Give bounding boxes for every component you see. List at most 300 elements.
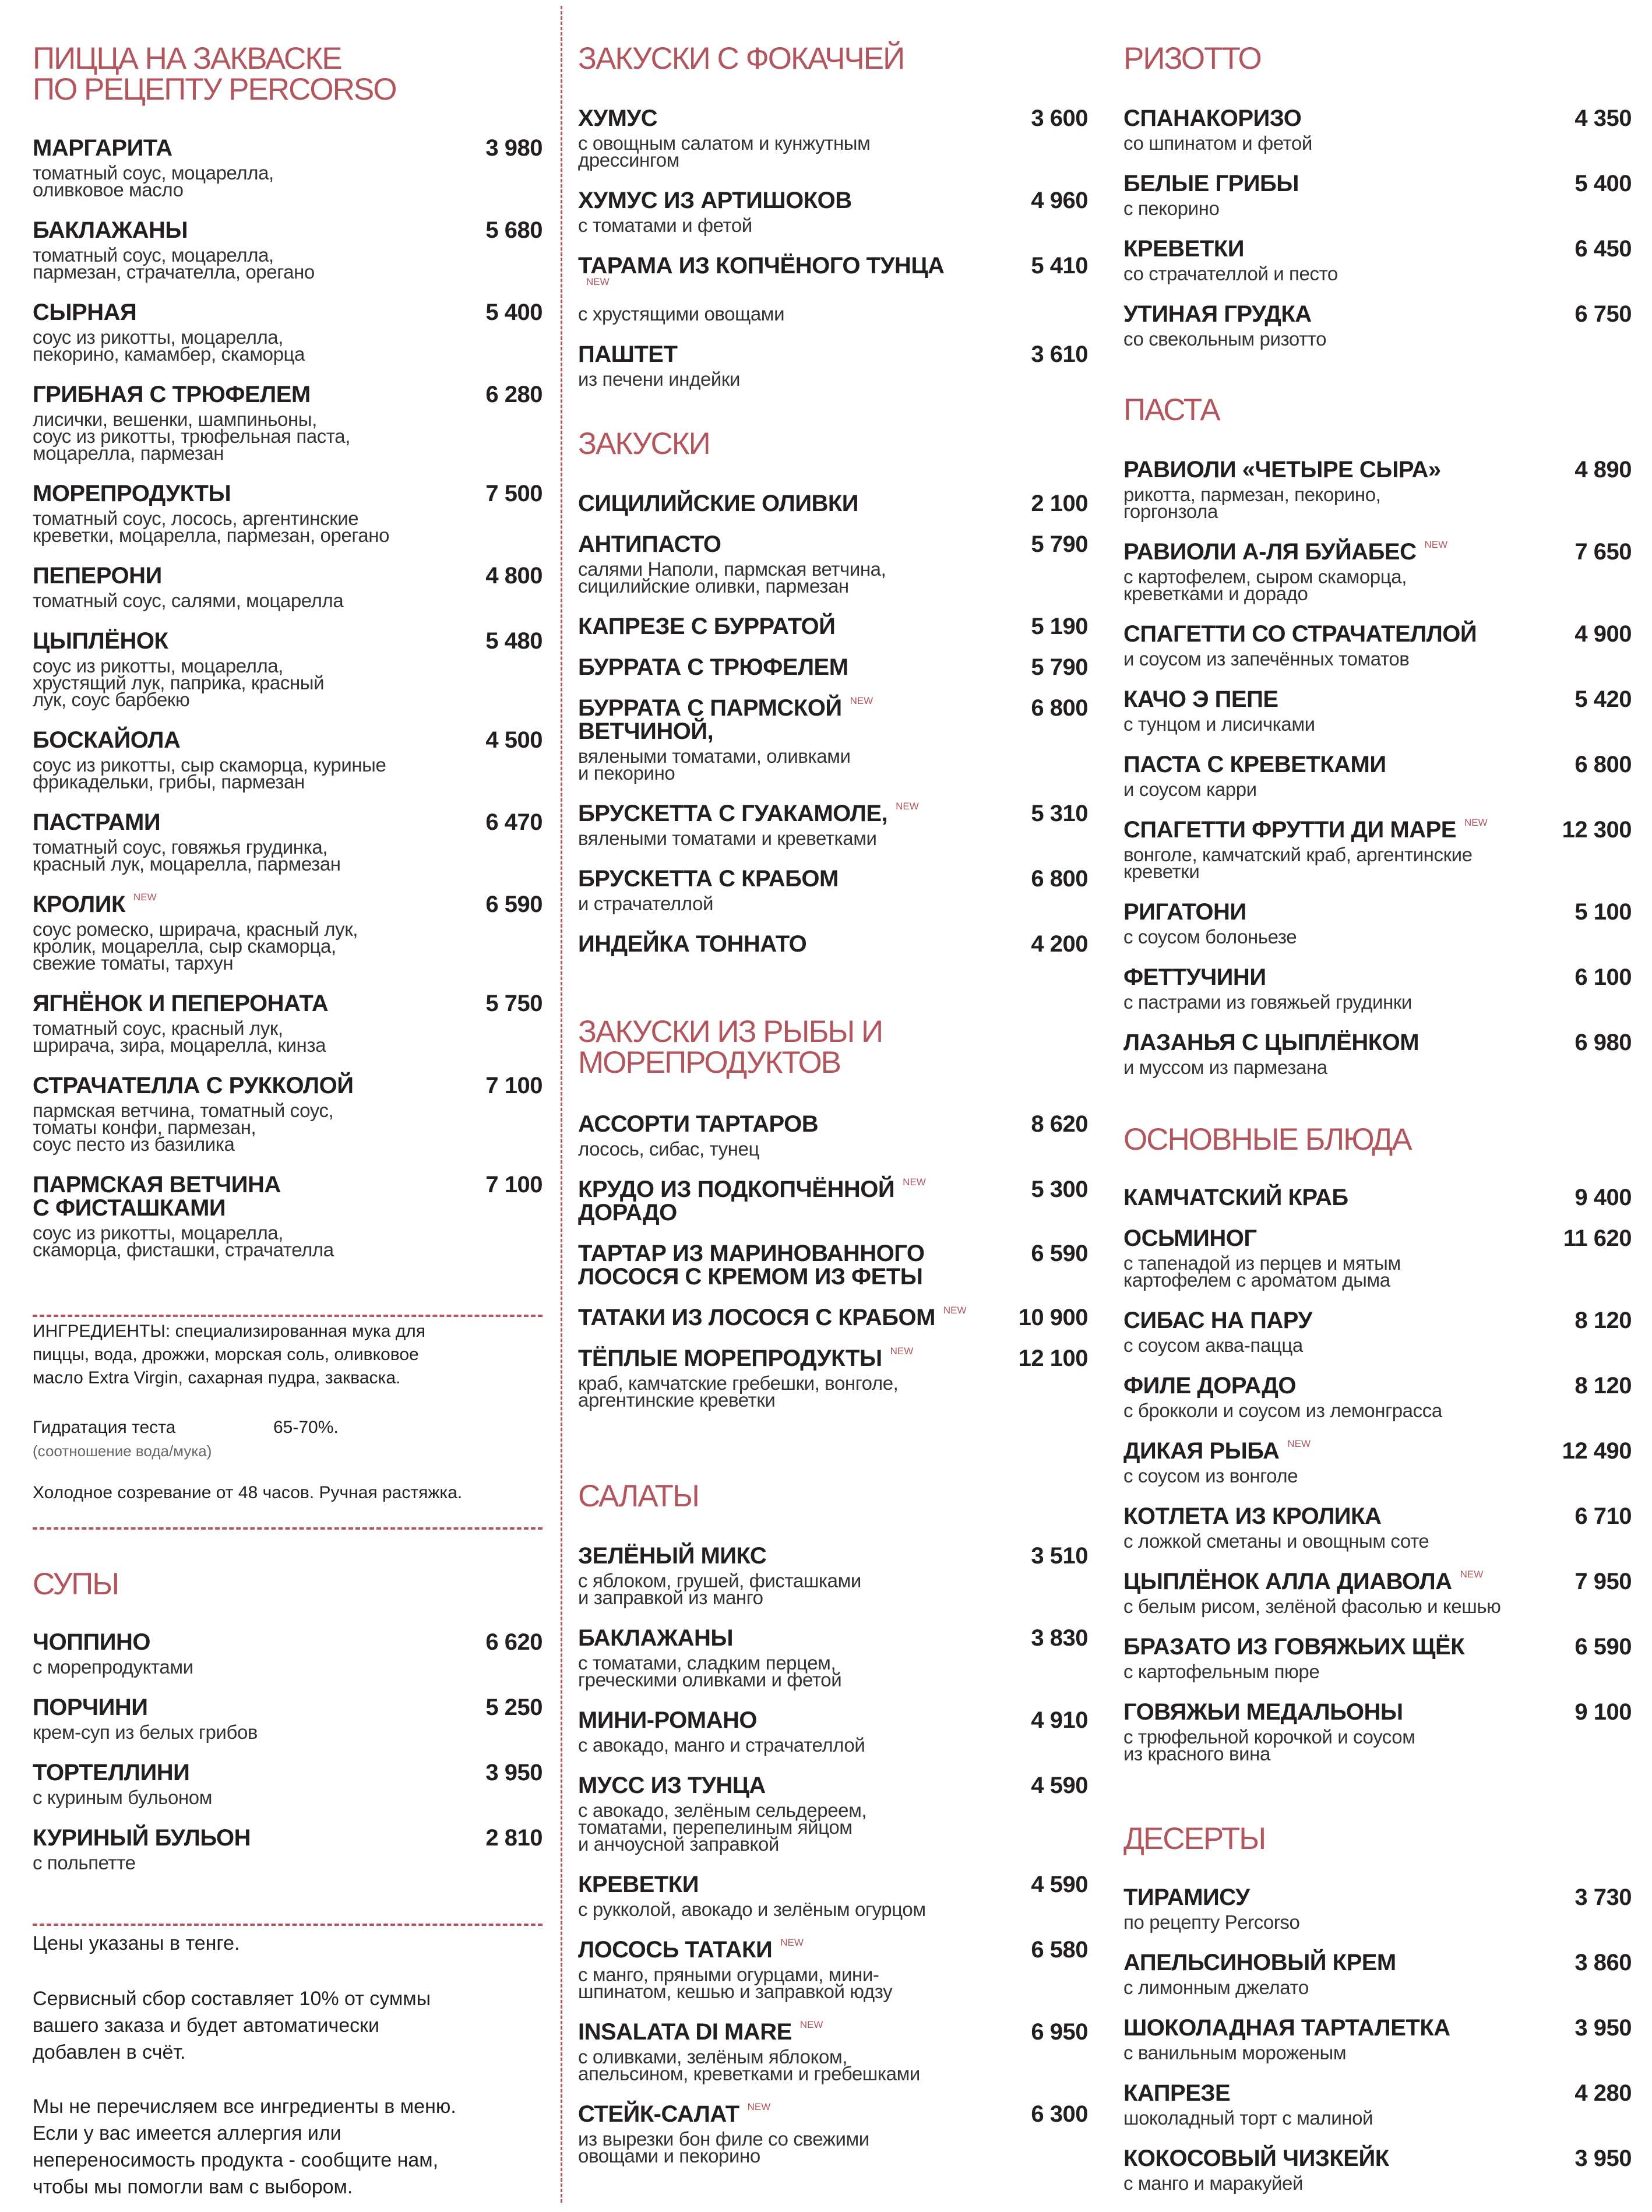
- dish-name: [578, 615, 1088, 643]
- menu-item: [578, 695, 1088, 784]
- new-badge: NEW: [896, 801, 919, 812]
- dish-description-line: томатный соус, салями, моцарелла: [33, 590, 344, 611]
- dish-description: [1123, 2107, 1632, 2129]
- dish-name-line: [1123, 107, 1515, 130]
- dish-description: [1123, 200, 1632, 217]
- menu-item: [33, 1826, 543, 1871]
- dish-name-text: ЯГНЁНОК И ПЕПЕРОНАТА: [33, 991, 329, 1016]
- menu-item: [33, 300, 543, 365]
- dough-hydration-value: 65-70%.: [273, 1418, 339, 1437]
- dish-price: 5 310: [1031, 801, 1088, 826]
- dish-name: [1123, 107, 1632, 135]
- dish-name-line: [1123, 1374, 1515, 1397]
- dish-description: [578, 895, 1088, 912]
- dish-name-line: [33, 1173, 426, 1196]
- dish-name: [1123, 2016, 1632, 2044]
- dish-name-line: [33, 482, 426, 505]
- dish-name-line: [1123, 172, 1515, 195]
- menu-item: [578, 189, 1088, 234]
- menu-item: [33, 217, 543, 283]
- section-title-pasta: [1123, 395, 1220, 425]
- dish-price: 3 730: [1574, 1885, 1632, 1910]
- menu-item: [33, 728, 543, 790]
- dish-name-text: ЦЫПЛЁНОК АЛЛА ДИАВОЛА: [1123, 1569, 1452, 1594]
- dish-description-line: с картофелем, сыром скаморца,: [1123, 566, 1407, 587]
- dish-description-line: греческими оливками и фетой: [578, 1669, 842, 1690]
- menu-item: [33, 1074, 543, 1153]
- dish-name-line: [1123, 1186, 1515, 1209]
- menu-item: [578, 2020, 1088, 2082]
- dish-price: 3 830: [1031, 1625, 1088, 1651]
- dish-price: 6 590: [1031, 1241, 1088, 1266]
- menu-item: [1123, 1635, 1632, 1680]
- menu-item: [33, 383, 543, 462]
- menu-item: [1123, 172, 1632, 217]
- dish-name: [1123, 1227, 1632, 1255]
- dish-description: [33, 244, 543, 283]
- dish-description: [578, 1572, 1088, 1606]
- menu-list-desserts: [1123, 1886, 1632, 2212]
- dish-name-line: [578, 2102, 971, 2126]
- dish-price: 2 810: [485, 1825, 543, 1851]
- dish-name: [578, 696, 1088, 748]
- dish-name-text: ТЁПЛЫЕ МОРЕПРОДУКТЫ: [578, 1345, 882, 1371]
- menu-item: [1123, 1438, 1632, 1487]
- dish-name-line: [1123, 818, 1515, 841]
- dish-name: [578, 533, 1088, 561]
- menu-item: [578, 656, 1088, 684]
- dish-description: [33, 756, 543, 790]
- dish-description: [1123, 713, 1632, 735]
- menu-item: [1123, 1186, 1632, 1214]
- dish-name: [1123, 1374, 1632, 1402]
- dish-name-text: БРУСКЕТТА С ГУАКАМОЛЕ,: [578, 801, 888, 826]
- dish-name-line: [578, 1938, 971, 1961]
- dish-description-line: соус из рикотты, моцарелла,: [33, 655, 284, 677]
- dish-description-line: краб, камчатские гребешки, вонголе,: [578, 1372, 899, 1394]
- dish-price: 4 500: [485, 727, 543, 753]
- dish-price: 12 100: [1018, 1345, 1088, 1371]
- dish-description: [578, 1734, 1088, 1756]
- dish-name: [578, 1774, 1088, 1802]
- dish-name-line: [1123, 1227, 1515, 1250]
- dish-description-line: с белым рисом, зелёной фасолью и кешью: [1123, 1595, 1501, 1617]
- dish-name-line: [578, 656, 971, 679]
- dish-description-line: с ложкой сметаны и овощным соте: [1123, 1530, 1429, 1552]
- dish-name-text: КАПРЕЗЕ С БУРРАТОЙ: [578, 614, 836, 639]
- dish-name-line: [1123, 753, 1515, 776]
- dish-description: [578, 1138, 1088, 1160]
- dish-description: [1123, 2172, 1632, 2194]
- dish-name: [33, 482, 543, 510]
- dish-description-line: картофелем с ароматом дыма: [1123, 1269, 1390, 1291]
- dish-description: [578, 1372, 1088, 1411]
- dish-name: [578, 343, 1088, 371]
- menu-item: [1123, 458, 1632, 520]
- dish-name-text: ФИЛЕ ДОРАДО: [1123, 1373, 1297, 1399]
- dish-description-line: соус из рикотты, моцарелла,: [33, 1222, 284, 1244]
- dish-description-line: с соусом болоньезе: [1123, 926, 1297, 948]
- dish-description: [1123, 265, 1632, 282]
- dish-name-text: КРЕВЕТКИ: [578, 1872, 699, 1897]
- dish-name-text: БРУСКЕТТА С КРАБОМ: [578, 866, 839, 892]
- dish-description-line: с овощным салатом и кунжутным: [578, 132, 871, 154]
- menu-item: [578, 802, 1088, 847]
- dish-name-line: [33, 136, 426, 160]
- dish-price: 3 950: [485, 1760, 543, 1785]
- dish-description: [33, 657, 543, 708]
- dish-name-text: АПЕЛЬСИНОВЫЙ КРЕМ: [1123, 1950, 1396, 1975]
- menu-item: [33, 1173, 543, 1258]
- dish-name: [1123, 172, 1632, 200]
- dish-description: [1123, 1056, 1632, 1078]
- dish-price: 4 960: [1031, 188, 1088, 213]
- menu-item: [1123, 107, 1632, 152]
- dish-name-text: ПЕПЕРОНИ: [33, 563, 162, 589]
- menu-item: [1123, 686, 1632, 735]
- dish-price: 6 950: [1031, 2019, 1088, 2045]
- dish-description-line: скаморца, фисташки, страчателла: [33, 1239, 334, 1260]
- dish-description-line: с лимонным джелато: [1123, 1977, 1309, 1998]
- dish-name-text: ТАРТАР ИЗ МАРИНОВАННОГО: [578, 1241, 925, 1266]
- dish-price: 5 480: [485, 628, 543, 654]
- dough-maturation: Холодное созревание от 48 часов. Ручная растяжка.: [33, 1483, 463, 1502]
- dish-name: [1123, 2147, 1632, 2175]
- dish-description: [33, 1854, 543, 1871]
- section-title-risotto: [1123, 43, 1261, 74]
- menu-item: [578, 1345, 1088, 1411]
- dish-name-text: ПАСТА С КРЕВЕТКАМИ: [1123, 752, 1386, 777]
- dish-price: 12 490: [1562, 1438, 1632, 1464]
- footer-allergy: Мы не перечисляем все ингредиенты в меню. Если у вас имеется аллергия или непереносимость продукта - сообщите нам, чтобы мы помогли вам с выбором.: [33, 2095, 456, 2198]
- menu-item: [33, 564, 543, 609]
- dish-name-text: ЛОСОСЬ ТАТАКИ: [578, 1937, 773, 1963]
- dish-name-line: [578, 1626, 971, 1650]
- menu-list-pizza: [33, 136, 543, 1278]
- dish-price: 7 100: [485, 1073, 543, 1098]
- dish-price: 3 610: [1031, 341, 1088, 367]
- dish-name-text: КОТЛЕТА ИЗ КРОЛИКА: [1123, 1503, 1382, 1529]
- dish-price: 8 620: [1031, 1111, 1088, 1137]
- dish-description-line: шоколадный торт с малиной: [1123, 2107, 1373, 2129]
- dish-name: [33, 728, 543, 756]
- dish-description-line: вялеными томатами, оливками: [578, 745, 851, 767]
- menu-item: [578, 343, 1088, 388]
- dish-name-text: ПАШТЕТ: [578, 341, 678, 367]
- dish-name: [33, 629, 543, 657]
- dish-name-text: КРЕВЕТКИ: [1123, 236, 1244, 262]
- dish-price: 5 420: [1574, 686, 1632, 712]
- dish-description: [1123, 1663, 1632, 1680]
- menu-list-salads: [578, 1544, 1088, 2185]
- dish-name-line: [578, 1873, 971, 1896]
- dish-name-text: КАЧО Э ПЕПЕ: [1123, 686, 1278, 712]
- dish-name: [33, 219, 543, 246]
- dashed-divider: [33, 1924, 543, 1926]
- dish-name-line: [33, 629, 426, 653]
- dish-name-line: [1123, 1951, 1515, 1974]
- dish-name-text: КАМЧАТСКИЙ КРАБ: [1123, 1185, 1348, 1210]
- section-title-pizza: [33, 43, 396, 105]
- dish-name: [1123, 1031, 1632, 1059]
- dish-name-line: [578, 867, 971, 890]
- dish-description: [578, 1799, 1088, 1855]
- dish-name-text: СИЦИЛИЙСКИЕ ОЛИВКИ: [578, 491, 858, 516]
- dish-name-line: [578, 1178, 971, 1201]
- dish-description-line: из вырезки бон филе со свежими: [578, 2128, 869, 2150]
- dish-name-line: [578, 1774, 971, 1797]
- dish-name-text: УТИНАЯ ГРУДКА: [1123, 301, 1312, 327]
- section-title-line: ПИЦЦА НА ЗАКВАСКЕ: [33, 41, 341, 76]
- menu-item: [578, 1111, 1088, 1160]
- dish-name-line: [33, 992, 426, 1015]
- dish-description-line: с манго и маракуйей: [1123, 2172, 1304, 2194]
- dish-price: 4 890: [1574, 457, 1632, 482]
- dish-description-line: из красного вина: [1123, 1743, 1270, 1764]
- dish-price: 4 590: [1031, 1872, 1088, 1897]
- dish-description-line: и анчоусной заправкой: [578, 1833, 779, 1855]
- dish-name-line: [578, 1201, 971, 1224]
- dish-name-text: БУРРАТА С ТРЮФЕЛЕМ: [578, 654, 848, 680]
- dish-name-line: [578, 1112, 971, 1136]
- dish-name-line: [33, 1630, 426, 1654]
- dish-name: [1123, 1886, 1632, 1914]
- dish-description: [578, 827, 1088, 849]
- dough-ingredients: ИНГРЕДИЕНТЫ: специализированная мука для пиццы, вода, дрожжи, морская соль, оливковое масло Extra Virgin, сахарная пудра, закваска.: [33, 1322, 426, 1387]
- dish-name: [578, 254, 1088, 305]
- section-title-line: ОСНОВНЫЕ БЛЮДА: [1123, 1122, 1411, 1157]
- dish-price: 9 400: [1574, 1185, 1632, 1210]
- dish-description-line: с тунцом и лисичками: [1123, 713, 1315, 735]
- dish-description-line: креветками и дорадо: [1123, 583, 1308, 604]
- dish-description-line: с пастрами из говяжьей грудинки: [1123, 991, 1412, 1013]
- dish-name-line: [1123, 2147, 1515, 2170]
- menu-item: [578, 932, 1088, 960]
- dish-description-line: дрессингом: [578, 149, 679, 171]
- dish-name: [578, 802, 1088, 830]
- dish-name-text: КУРИНЫЙ БУЛЬОН: [33, 1825, 251, 1851]
- dish-description-line: томатный соус, лосось, аргентинские: [33, 508, 359, 529]
- dish-description-line: пармская ветчина, томатный соус,: [33, 1100, 334, 1121]
- dish-name-line: [578, 932, 971, 956]
- dish-name-text: МИНИ-РОМАНО: [578, 1707, 757, 1733]
- dish-price: 6 590: [1574, 1634, 1632, 1660]
- menu-item: [1123, 1951, 1632, 1996]
- dashed-divider: [33, 1315, 543, 1317]
- dish-name: [578, 656, 1088, 684]
- dish-description-line: фрикадельки, грибы, пармезан: [33, 771, 305, 792]
- dish-description: [578, 2128, 1088, 2167]
- dish-name-line: [1123, 622, 1515, 646]
- dish-name: [33, 564, 543, 592]
- dish-description-line: с соусом аква-пацца: [1123, 1334, 1303, 1356]
- dish-price: 4 900: [1574, 621, 1632, 647]
- dish-description-line: овощами и пекорино: [578, 2145, 760, 2167]
- menu-item: [578, 105, 1088, 171]
- dish-name-line: [1123, 900, 1515, 924]
- dish-description-line: со свекольным ризотто: [1123, 328, 1327, 350]
- column-divider: [561, 6, 562, 2203]
- dish-price: 2 100: [1031, 491, 1088, 516]
- new-badge: NEW: [890, 1345, 914, 1357]
- dish-name-text: ДОРАДО: [578, 1200, 677, 1225]
- dish-name: [1123, 622, 1632, 650]
- dish-name-line: [578, 1265, 971, 1288]
- dish-name: [1123, 302, 1632, 330]
- dish-name-line: [1123, 540, 1515, 563]
- dish-name: [578, 2020, 1088, 2048]
- dish-name-text: СТЕЙК-САЛАТ: [578, 2101, 739, 2127]
- menu-item: [1123, 1309, 1632, 1354]
- dish-name-text: КРОЛИК: [33, 892, 125, 917]
- new-badge: NEW: [586, 276, 610, 287]
- menu-item: [578, 1306, 1088, 1334]
- dish-description: [33, 836, 543, 875]
- menu-list-starters: [578, 492, 1088, 973]
- dish-description-line: соус ромеско, шрирача, красный лук,: [33, 918, 358, 940]
- dish-description: [33, 326, 543, 365]
- dish-name-text: ОСЬМИНОГ: [1123, 1225, 1257, 1251]
- new-badge: NEW: [747, 2101, 771, 2112]
- dish-name: [1123, 1186, 1632, 1214]
- dish-description: [1123, 926, 1632, 948]
- dish-name-text: INSALATA DI MARE: [578, 2019, 792, 2045]
- dish-price: 3 860: [1574, 1950, 1632, 1975]
- dish-price: 4 350: [1574, 105, 1632, 131]
- dish-price: 7 500: [485, 481, 543, 506]
- dish-name-line: [1123, 1886, 1515, 1909]
- new-badge: NEW: [799, 2019, 823, 2030]
- dish-name: [1123, 688, 1632, 716]
- dish-description-line: аргентинские креветки: [578, 1389, 776, 1411]
- section-title-salads: [578, 1481, 699, 1512]
- dish-price: 6 710: [1574, 1503, 1632, 1529]
- dish-description-line: по рецепту Percorso: [1123, 1911, 1300, 1933]
- menu-list-pasta: [1123, 458, 1632, 1096]
- dish-name-line: [578, 254, 971, 301]
- dish-description-line: с томатами, сладким перцем,: [578, 1652, 836, 1674]
- dish-name: [33, 992, 543, 1020]
- dish-name: [33, 1074, 543, 1102]
- dish-name-line: [1123, 1031, 1515, 1054]
- menu-item: [578, 2101, 1088, 2167]
- section-title-line: ПО РЕЦЕПТУ PERCORSO: [33, 72, 396, 107]
- dish-price: 3 950: [1574, 2146, 1632, 2171]
- dish-name-line: [33, 383, 426, 406]
- dish-price: 5 680: [485, 217, 543, 243]
- dish-name-text: ПАСТРАМИ: [33, 809, 161, 835]
- dish-name-line: [578, 343, 971, 366]
- menu-item: [1123, 301, 1632, 350]
- section-title-desserts: [1123, 1823, 1265, 1854]
- menu-item: [33, 629, 543, 708]
- new-badge: NEW: [943, 1305, 967, 1316]
- dish-price: 6 280: [485, 382, 543, 407]
- menu-item: [1123, 237, 1632, 282]
- dish-description-line: с томатами и фетой: [578, 214, 752, 236]
- dish-name: [578, 1873, 1088, 1901]
- dish-name-text: ЧОППИНО: [33, 1629, 150, 1655]
- menu-item: [1123, 540, 1632, 602]
- dish-name-text: СИБАС НА ПАРУ: [1123, 1308, 1312, 1333]
- menu-list-seafood: [578, 1112, 1088, 1429]
- dish-description-line: с картофельным пюре: [1123, 1661, 1320, 1682]
- section-title-seafood: [578, 1016, 882, 1078]
- dish-name: [33, 1630, 543, 1658]
- dish-price: 5 100: [1574, 899, 1632, 925]
- dish-name: [578, 1709, 1088, 1737]
- dish-description-line: с соусом из вонголе: [1123, 1465, 1298, 1487]
- menu-item: [578, 615, 1088, 643]
- dish-name-text: ТИРАМИСУ: [1123, 1885, 1250, 1910]
- dish-name-line: [578, 107, 971, 130]
- dish-name-line: [33, 1826, 426, 1850]
- dish-description-line: с хрустящими овощами: [578, 303, 785, 325]
- menu-item: [1123, 818, 1632, 880]
- dish-name-text: ЛАЗАНЬЯ С ЦЫПЛЁНКОМ: [1123, 1030, 1419, 1055]
- dish-name: [578, 1347, 1088, 1375]
- dish-price: 12 300: [1562, 817, 1632, 843]
- dish-name: [33, 1761, 543, 1789]
- dish-price: 7 650: [1574, 539, 1632, 565]
- dish-description: [33, 408, 543, 464]
- dish-name-line: [578, 802, 971, 825]
- dish-description-line: с авокадо, манго и страчателлой: [578, 1734, 865, 1756]
- menu-item: [578, 1873, 1088, 1918]
- dish-description-line: и соусом из запечённых томатов: [1123, 648, 1410, 670]
- dish-name-text: БАКЛАЖАНЫ: [578, 1625, 734, 1651]
- dish-name: [578, 1626, 1088, 1654]
- menu-item: [33, 136, 543, 198]
- menu-list-soups: [33, 1630, 543, 1892]
- dish-name-text: ХУМУС ИЗ АРТИШОКОВ: [578, 188, 852, 213]
- dish-name-text: ЗЕЛЁНЫЙ МИКС: [578, 1543, 767, 1569]
- menu-item: [1123, 1886, 1632, 1931]
- dish-description: [1123, 1728, 1632, 1762]
- dish-description: [578, 132, 1088, 171]
- dish-description-line: томатами, перепелиным яйцом: [578, 1816, 853, 1838]
- dish-name-line: [1123, 966, 1515, 989]
- dish-name: [33, 1826, 543, 1854]
- dish-description-line: оливковое масло: [33, 179, 184, 200]
- dish-name-text: БАКЛАЖАНЫ: [33, 217, 188, 243]
- menu-item: [578, 1707, 1088, 1756]
- dish-description-line: со шпинатом и фетой: [1123, 132, 1312, 154]
- menu-item: [578, 492, 1088, 520]
- dish-description-line: рикотта, пармезан, пекорино,: [1123, 484, 1381, 505]
- dish-name-line: [578, 2020, 971, 2044]
- menu-item: [33, 1629, 543, 1678]
- dish-price: 6 800: [1031, 866, 1088, 892]
- menu-item: [578, 1544, 1088, 1606]
- dish-description-line: апельсином, креветками и гребешками: [578, 2063, 920, 2084]
- dish-description-line: из печени индейки: [578, 368, 741, 390]
- dish-description-line: томатный соус, говяжья грудинка,: [33, 836, 328, 858]
- menu-item: [578, 253, 1088, 325]
- dish-description: [578, 1898, 1088, 1920]
- dish-name-text: ХУМУС: [578, 105, 658, 131]
- dish-price: 3 950: [1574, 2015, 1632, 2041]
- menu-item: [1123, 964, 1632, 1013]
- dish-description: [1123, 2044, 1632, 2061]
- dish-description-line: шрирача, зира, моцарелла, кинза: [33, 1034, 326, 1056]
- dish-name-line: [578, 696, 971, 720]
- dish-description-line: лук, соус барбекю: [33, 689, 190, 710]
- section-title-line: ПАСТА: [1123, 393, 1220, 427]
- dish-name: [33, 893, 543, 921]
- dish-name-line: [1123, 1570, 1515, 1593]
- dish-description-line: соус из рикотты, моцарелла,: [33, 326, 284, 348]
